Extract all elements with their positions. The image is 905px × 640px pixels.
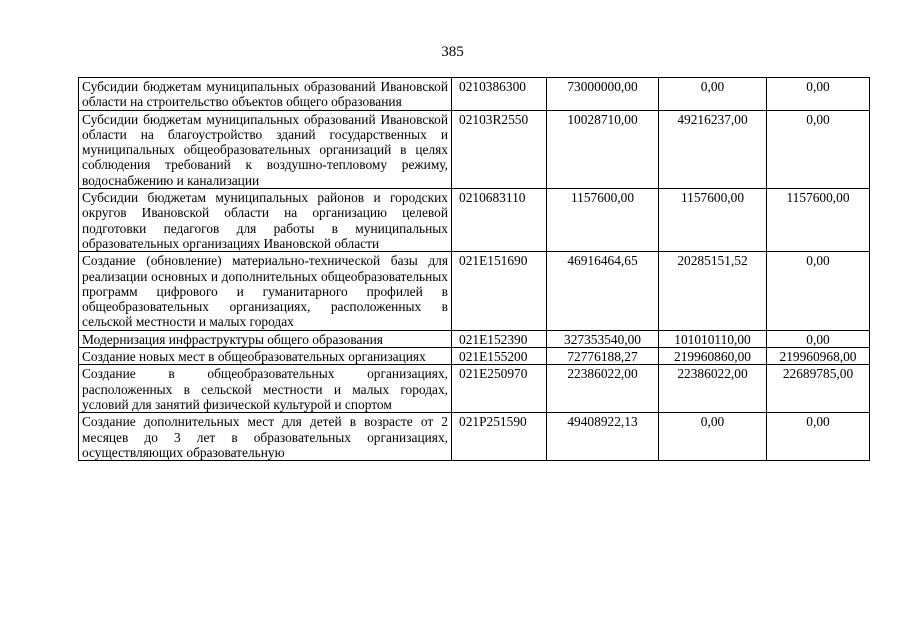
amount-year-1: 1157600,00 (547, 189, 659, 252)
amount-year-2: 49216237,00 (659, 110, 767, 188)
target-code: 02103R2550 (452, 110, 547, 188)
amount-year-1: 49408922,13 (547, 413, 659, 461)
amount-year-3: 1157600,00 (767, 189, 870, 252)
table-row (79, 189, 870, 252)
amount-year-2: 1157600,00 (659, 189, 767, 252)
target-code: 021E152390 (452, 330, 547, 347)
expense-name: Субсидии бюджетам муниципальных образований Ивановской области на строительство объектов общего образования (79, 78, 452, 111)
amount-year-1: 10028710,00 (547, 110, 659, 188)
amount-year-2: 0,00 (659, 78, 767, 111)
expense-name: Создание дополнительных мест для детей в возрасте от 2 месяцев до 3 лет в образовательных организациях, осуществляющих образовательную (79, 413, 452, 461)
amount-year-1: 327353540,00 (547, 330, 659, 347)
expense-name: Создание в общеобразовательных организациях, расположенных в сельской местности и малых городах, условий для занятий физической культурой и спортом (79, 365, 452, 413)
table-row (79, 252, 870, 330)
amount-year-3: 0,00 (767, 252, 870, 330)
target-code: 021E250970 (452, 365, 547, 413)
expense-name: Создание (обновление) материально-технической базы для реализации основных и дополнительных общеобразовательных программ цифрового и гуманитарного профилей в общеобразовательных организациях, расположенных в сельской местности и малых городах (79, 252, 452, 330)
page-number: 385 (441, 44, 464, 60)
amount-year-2: 0,00 (659, 413, 767, 461)
budget-table (78, 77, 870, 461)
table-row (79, 78, 870, 111)
target-code: 021E155200 (452, 348, 547, 365)
amount-year-1: 72776188,27 (547, 348, 659, 365)
amount-year-3: 0,00 (767, 78, 870, 111)
table-row (79, 413, 870, 461)
amount-year-3: 0,00 (767, 330, 870, 347)
amount-year-3: 0,00 (767, 413, 870, 461)
amount-year-1: 22386022,00 (547, 365, 659, 413)
expense-name: Субсидии бюджетам муниципальных районов и городских округов Ивановской области на организацию целевой подготовки педагогов для работы в муниципальных образовательных организациях Ивановской области (79, 189, 452, 252)
amount-year-3: 22689785,00 (767, 365, 870, 413)
amount-year-2: 101010110,00 (659, 330, 767, 347)
amount-year-3: 0,00 (767, 110, 870, 188)
table-row (79, 348, 870, 365)
expense-name: Создание новых мест в общеобразовательных организациях (79, 348, 452, 365)
amount-year-2: 20285151,52 (659, 252, 767, 330)
target-code: 0210386300 (452, 78, 547, 111)
expense-name: Субсидии бюджетам муниципальных образований Ивановской области на благоустройство зданий государственных и муниципальных общеобразовательных организаций в целях соблюдения требований к воздушно-тепловому режиму, водоснабжению и канализации (79, 110, 452, 188)
table-row (79, 110, 870, 188)
expense-name: Модернизация инфраструктуры общего образования (79, 330, 452, 347)
target-code: 021E151690 (452, 252, 547, 330)
amount-year-2: 22386022,00 (659, 365, 767, 413)
amount-year-3: 219960968,00 (767, 348, 870, 365)
amount-year-1: 73000000,00 (547, 78, 659, 111)
amount-year-2: 219960860,00 (659, 348, 767, 365)
target-code: 0210683110 (452, 189, 547, 252)
amount-year-1: 46916464,65 (547, 252, 659, 330)
table-row (79, 365, 870, 413)
table-row (79, 330, 870, 347)
target-code: 021P251590 (452, 413, 547, 461)
